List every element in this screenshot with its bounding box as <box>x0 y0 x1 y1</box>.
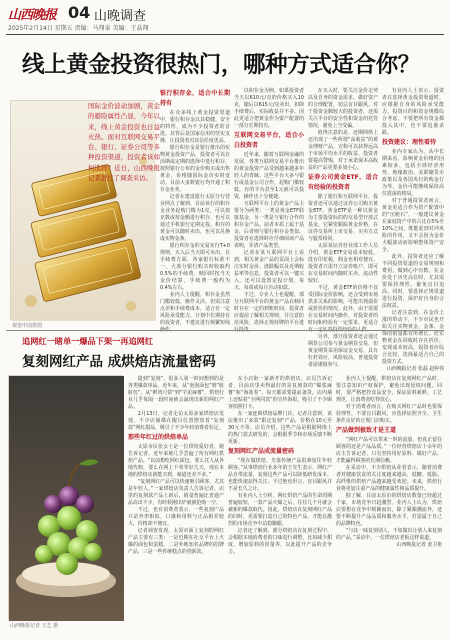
paragraph: 记者还了解到，部分烘焙店在复刻过程中，会根据本地消费者的口味进行调整，比如减少甜度、增加原料的用量等，以此提升产品的竞争力。 <box>228 528 332 555</box>
article1-headline: 线上黄金投资很热门，哪种方式适合你？ <box>22 52 420 78</box>
paragraph: 银行积存金是银行推出的实物黄金投资产品，投资者可以在活期或定期的选择中进行积存，按照银行公布的金价购买或出售黄金，价格随国际金价实时变动。目前大多数银行均开通了积存金业务。 <box>160 145 230 193</box>
paragraph: 近年来，随着互联网金融的发展，各类互联网交易平台推出的黄金投资产品受到越来越多年轻人的青睐。这些平台大多与银行或基金公司合作，起购门槛较低，有的平台甚至1元就可以投资，操作也十分便捷。 <box>234 152 304 200</box>
paragraph: 以积存金为例，如果投资者当天以610元/克的价格买入10克，随后以615元/克卖出，扣除手续费后，实际收益并不多。因此更适合把黄金作为资产配置的一部分长期持有。 <box>234 88 304 129</box>
article2-subhead-3: 产品做到极致才是王道 <box>336 427 397 434</box>
paragraph: 在买入时，要关注金价走势以及自身的资金需求，做好资产的合理配置，切忌盲目跟风。对于投资金额较大的投资者，还需关注平台的安全性和资金的托管情况，避免上当受骗。 <box>308 88 378 129</box>
paragraph: “与其一味复刻别人，不如做出让别人来复刻的产品。”采访中，一位烘焙店老板这样说道。 <box>336 528 442 541</box>
paragraph: 有业内人士表示，投资者在选择黄金投资渠道时，应根据自身的风险承受能力、投资目的和资金规模综合考虑，不要把所有资金都投入其中，也不要追涨杀跌。 <box>382 88 444 136</box>
masthead-rule <box>6 34 444 35</box>
article1-subhead-2: 互联网交易平台，适合小白投资者 <box>234 132 304 149</box>
paragraph: 业内人士提醒，积存金虽然门槛较低、操作灵活，但需注意点差和手续费成本，适合有一定风险承受能力、计划中长期持有的投资者，不建议进行频繁短线 <box>160 292 230 326</box>
masthead <box>6 3 446 33</box>
article1-byline: 山西晚报记者 张磊 赵婷伟 <box>387 366 444 372</box>
article2-column-2 <box>228 376 332 636</box>
paragraph: 不过，专业人士也提醒，部分互联网平台的黄金产品在赎回时存在一定的到账时间，投资者应提前了解相关规则，并注意防范风险，选择正规持牌的平台进 <box>234 292 304 326</box>
paragraph: 有业内人士分析，网红烘焙产品的生命周期普遍较短，一款产品火爆之后，往往几个月就会被新的爆款取代。因此，烘焙店在复刻网红产品的同时，更需要打造自己的特色产品，才能在激烈的市场竞争中站稳脚跟。 <box>228 493 332 527</box>
article2-column-1 <box>128 376 224 636</box>
paragraph: 业内专家认为，从中长期来看，影响黄金价格的因素较多，包括全球经济形势、地缘政治、美联储货币政策以及各国央行的购金行为等，金价可能继续保持高位震荡的格局。 <box>382 149 444 197</box>
paragraph: 对于消费者而言，在购买网红产品时也要保持理性，不要盲目跟风，应选择证照齐全、卫生条件良好的正规门店购买。 <box>336 404 442 424</box>
paragraph: 另外，部分投资者还会通过期货公司参与黄金期货交易，但黄金期货采用保证金交易，具有杠杆效应，风险较高，普通投资者需谨慎参与。 <box>308 334 378 368</box>
gold-image-caption: 视觉中国供图 <box>12 323 43 329</box>
paragraph: 记者调查发现，太原市面上复刻的网红产品主要有三类：一是近期在社交平台上火爆的面包和蛋糕，二是外地知名品牌的招牌产品，三是一些传统糕点的创新款。 <box>128 528 224 555</box>
newspaper-logo: 山西晚报 <box>8 8 57 23</box>
article2-kicker: 追网红一睹单一爆品下架一再追网红 <box>22 336 154 346</box>
paragraph: 太原某证券营业部工作人员介绍，黄金ETF交易成本较低，没有印花税，佣金也相对便宜。投资者只需开立证券账户，即可在交易时间内随时买卖，流动性较好。 <box>308 243 378 284</box>
paragraph: 记者在某互联网平台上看到，相关黄金产品的页面上会标注实时金价、涨跌幅以及近期收益率等信息，投资者可以一键买入，还可以设置定投计划，每天、每周或每月自动扣款。 <box>234 250 304 291</box>
article1-subhead-4: 投资建议：理性看待 <box>382 139 437 146</box>
article-divider <box>6 330 444 331</box>
paragraph: 银行积存金的交易实行T+0规则，买入后当天即可卖出。在手续费方面，各家银行标准不一，大部分银行购买时收取约0.5%的手续费，赎回时按当天金价结算，手续费一般约为0.4%左右。 <box>160 243 230 291</box>
article1-column-1 <box>160 88 230 328</box>
article2-subhead-2: 复刻网红产品成流量密码 <box>228 448 295 455</box>
article1-lead: 国际金价波动加剧，黄金的避险属性凸显，今年以来，线上黄金投资也日益火热。面对互联网交易平台、银行、证券公司等多种投资渠道，投资者该如何选择？近日，山西晚报记者进行了调查采访。 <box>88 102 160 183</box>
pastry-image-caption: 山西晚报记者 王艺 摄 <box>10 623 59 629</box>
paragraph: 对于普通投资者而言，黄金更适合作为资产配置中的“压舱石”，一般建议黄金在家庭资产中的占比在5%至10%之间，既能起到对冲风险的作用，又不会因为金价大幅波动而影响整体资产安全。 <box>382 198 444 253</box>
article1-subhead-1: 银行积存金，适合中长期持有 <box>160 90 230 107</box>
article2-subhead-1: 那些年红过的烘焙单品 <box>128 434 189 441</box>
paragraph: 在小店街一家新开的烘焙店，店员告诉记者，目前店里卖得最好的是复刻款的“爆浆麻薯”和“海盐卷”，每天都需要提前备货。店内墙上还贴着“全网同款”的宣传海报，吸引了不少顾客拍照打卡。 <box>228 376 332 410</box>
issue-meta: 2025年2月14日 星期五 责编：马翔泰 美编：王晶翔 <box>8 25 149 32</box>
paragraph: 2月13日，记者走访太原多家烘焙店发现，不少店铺都在醒目位置摆放着“复刻款”网红甜品，吸引了不少年轻消费者驻足。 <box>128 411 224 431</box>
paragraph: 在一家连锁烘焙品牌门店，记者注意到，该店推出了多款“限定复刻”产品，价格在10元至30元不等。店员介绍，这些产品是根据网络上的热门款式研发的，会根据季节和市场反馈不断更新。 <box>228 411 332 445</box>
article2-column-3 <box>336 376 442 636</box>
article1-column-3 <box>308 88 378 368</box>
paragraph: “现在做烘焙，光靠传统产品很难留住年轻顾客。”从事烘焙行业多年的王先生表示，网红产品自带流量，复刻这些产品可以降低研发成本，也能快速获得关注。不过他也坦言，盲目跟风并不是长久之计。 <box>228 458 332 492</box>
paragraph: 互联网平台上的黄金产品主要分为两类：一类是黄金ETF联接基金，另一类是与银行合作的积存金产品。前者本质上属于基金，后者则与银行积存金类似。投资者在选择时应仔细阅读产品说明，弄清产品类型。 <box>234 201 304 249</box>
article2-byline: 山西晚报记者 姜卫艳 <box>396 542 442 548</box>
paragraph: 在众多线上黄金投资渠道中，银行积存金以其稳健、安全的特性，成为不少投资者的首选。其背后是国家信用的坚实支撑，让投资者对其信任度更高。 <box>160 110 230 144</box>
paragraph: 除了银行和互联网平台，投资者还可以通过证券公司购买黄金ETF。黄金ETF是一种以黄金为主要投资标的的交易型开放式基金，它紧密跟踪黄金价格，在证券交易所上市交易，买卖方式与股票相同。 <box>308 194 378 242</box>
paragraph: 不过，也有消费者表示，一些复刻产品只是外形相似，口感和用料与正品相差较大，价格却不便宜。 <box>128 507 224 527</box>
article2-headline: 复刻网红产品 成烘焙店流量密码 <box>22 354 216 370</box>
paragraph: “网红产品可以带来一时的流量，但真正留住顾客的还是产品品质。”一位经营烘焙店十余年的店主告诉记者，只有坚持用好原料、做好产品，才能赢得顾客的长期信赖。 <box>336 437 442 464</box>
paragraph: 此外，投资者还应了解不同投资渠道的交易规则和费用，做到心中有数。在金价处于历史高位时，尤其需要保持理性，避免盲目追高。同时，要选择正规渠道进行投资，保护好自身的合法权益。 <box>382 254 444 309</box>
paragraph: 据了解，目前太原市的烘焙店数量已经超过千家，市场竞争日趋激烈。业内人士认为，烘焙店要想在竞争中脱颖而出，除了紧跟潮流外，还要不断提升产品品质和服务水平，打造属于自己的品牌特色。 <box>336 493 442 527</box>
paragraph: 值得注意的是，近期网络上还出现了一些所谓“高收益”的黄金理财产品，宣称可以获得远高于市场平均水平的收益，投资者要提高警惕，对于承诺保本高收益的产品更要多加小心。 <box>308 130 378 171</box>
paragraph: 不过，黄金ETF的价格不仅受国际金价影响，还会受到市场供求关系的影响，可能出现溢价或折价的情况。此外，由于需要在交易时间内操作，对投资者的时间和经验有一定要求，更适合 <box>308 285 378 326</box>
paragraph: 业内人士提醒，烘焙店在复刻网红产品时，要注意知识产权保护，避免出现侵权问题。同时，要严格把控食品安全，保证原料新鲜、工艺规范，让消费者吃得放心。 <box>336 376 442 403</box>
paragraph: 记者在建设银行太原分行营业网点了解到，目前该行的积存金业务起购门槛为1克，可以按克数或按金额进行积存，也可以通过手机银行定期定投。积存的黄金可以随时卖出，也可以兑换成实物金条。 <box>160 194 230 242</box>
article1-subhead-3: 证券公司黄金ETF，适合有经验的投资者 <box>308 174 378 191</box>
paragraph: 提到“复刻”，很多人第一时间想到的是各类爆款单品。近年来，从“泡泡面包”到“脏脏包”，从“鲜肉月饼”到“芋泥麻薯”，烘焙行业几乎每隔一段时间就会涌现出新的网红产品。 <box>128 376 224 410</box>
article1-column-4 <box>382 88 444 372</box>
page-number: 04 <box>68 3 91 22</box>
paragraph: “复刻网红产品可以快速吸引顾客，尤其是年轻人。”一家烘焙店负责人告诉记者，店里的复刻款产品上新后，销量普遍比普通产品高出不少，有时候刚出炉就被抢购一空。 <box>128 479 224 506</box>
article1-column-2 <box>234 88 304 328</box>
paragraph: 记者注意到，在金价上涨的带动下，不少市民也开始关注实物黄金，金条、金饰的销量都有所增长。但实物黄金在回收时存在折价，变现成本较高，投资者应综合比较，选择最适合自己的投资方式。 <box>382 310 444 365</box>
paragraph: 太原市民张女士是一位烘焙爱好者，她告诉记者，近年来她几乎尝遍了所有网红烘焙产品。“以前想吃网红面包，要么托人从外地代购，要么在网上下单等好几天，现在本地的烘焙店就能买到，味道还差不多。” <box>128 444 224 478</box>
pastry-image <box>8 375 123 620</box>
section-title: 山晚调查 <box>94 9 147 24</box>
paragraph: 在采访中，不少烘焙从业者表示，随着消费者对健康饮食的关注度越来越高，低糖、低脂、高纤维的烘焙产品越来越受欢迎。未来，烘焙行业将更加注重产品的健康属性和品质提升。 <box>336 465 442 492</box>
